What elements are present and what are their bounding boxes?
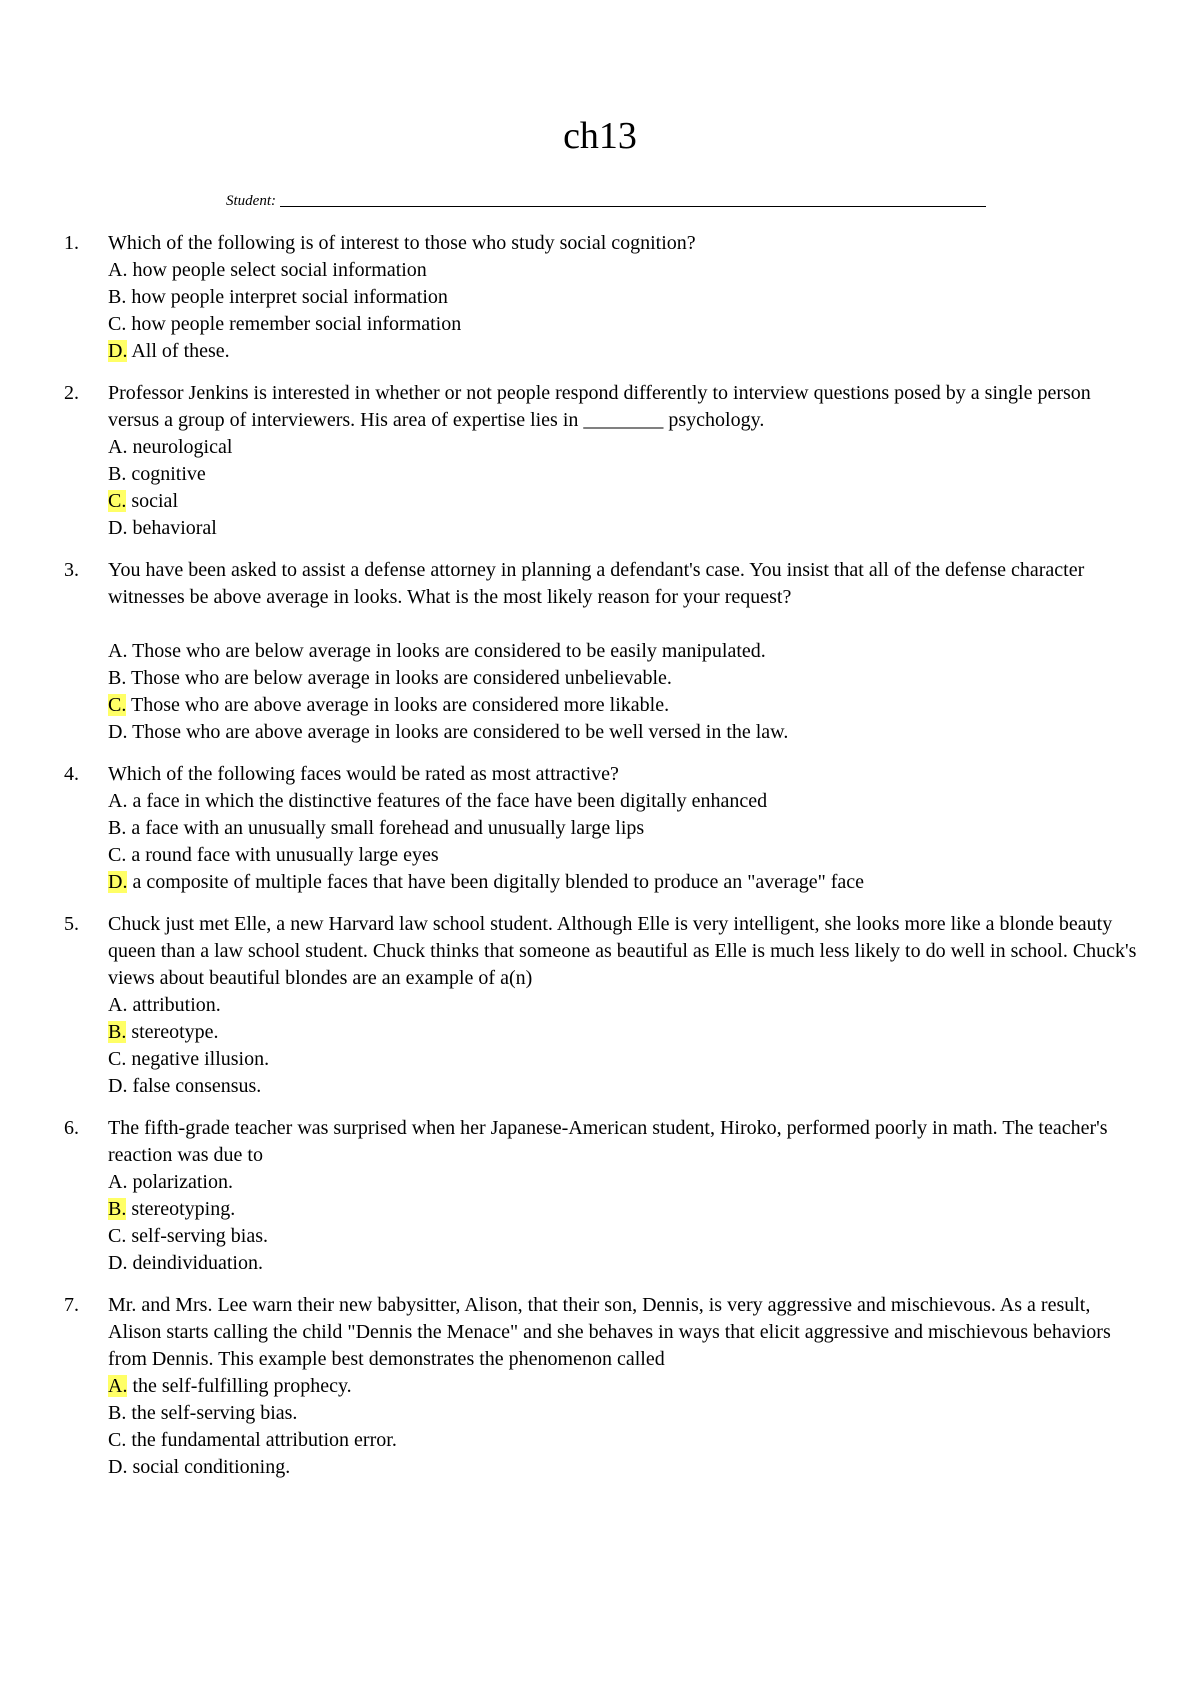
option-letter: C. <box>108 1429 127 1451</box>
option-text: a face with an unusually small forehead and unusually large lips <box>131 817 645 839</box>
option-text: cognitive <box>131 463 206 485</box>
option-a <box>108 1373 1144 1400</box>
option-b <box>108 461 1144 488</box>
option-d <box>108 869 1144 896</box>
option-b <box>108 1019 1144 1046</box>
question-1 <box>64 230 1144 365</box>
student-label: Student: <box>226 193 276 209</box>
option-text: a face in which the distinctive features of the face have been digitally enhanced <box>132 790 768 812</box>
option-letter: A. <box>108 790 128 812</box>
option-letter: D. <box>108 1456 128 1478</box>
option-d <box>108 338 1144 365</box>
option-d <box>108 719 1144 746</box>
option-a <box>108 638 1144 665</box>
option-letter: A. <box>108 640 128 662</box>
option-text: Those who are below average in looks are considered to be easily manipulated. <box>132 640 766 662</box>
question-list <box>64 230 1144 1481</box>
option-text: deindividuation. <box>132 1252 263 1274</box>
correct-answer-marker: C. <box>108 490 127 512</box>
correct-answer-marker: B. <box>108 1198 127 1220</box>
option-text: Those who are above average in looks are considered to be well versed in the law. <box>132 721 789 743</box>
question-text: Which of the following is of interest to those who study social cognition? <box>108 232 696 254</box>
option-text: social <box>131 490 178 512</box>
question-2 <box>64 380 1144 542</box>
option-a <box>108 434 1144 461</box>
question-number: 3. <box>64 559 79 581</box>
option-letter: C. <box>108 313 127 335</box>
option-a <box>108 788 1144 815</box>
option-letter: D. <box>108 1075 128 1097</box>
question-text: Mr. and Mrs. Lee warn their new babysitter, Alison, that their son, Dennis, is very aggressive and mischievous. As a result, Alison starts calling the child "Dennis the Menace" and she behaves in ways that elicit aggressive and mischievous behaviors from Dennis. This example best demonstrates the phenomenon called <box>108 1294 1111 1370</box>
question-number: 2. <box>64 382 79 404</box>
option-letter: A. <box>108 994 128 1016</box>
option-c <box>108 1046 1144 1073</box>
option-c <box>108 1223 1144 1250</box>
option-c <box>108 842 1144 869</box>
option-a <box>108 257 1144 284</box>
option-b <box>108 284 1144 311</box>
option-letter: A. <box>108 259 128 281</box>
option-text: polarization. <box>132 1171 233 1193</box>
option-text: how people remember social information <box>131 313 462 335</box>
question-6 <box>64 1115 1144 1277</box>
option-text: attribution. <box>132 994 221 1016</box>
option-b <box>108 815 1144 842</box>
option-text: social conditioning. <box>132 1456 291 1478</box>
option-d <box>108 1250 1144 1277</box>
question-4 <box>64 761 1144 896</box>
correct-answer-marker: B. <box>108 1021 127 1043</box>
option-text: the fundamental attribution error. <box>131 1429 397 1451</box>
option-text: self-serving bias. <box>131 1225 268 1247</box>
option-letter: A. <box>108 436 128 458</box>
option-c <box>108 1427 1144 1454</box>
option-text: Those who are below average in looks are considered unbelievable. <box>130 667 672 689</box>
option-text: All of these. <box>131 340 230 362</box>
option-text: Those who are above average in looks are considered more likable. <box>130 694 670 716</box>
option-c <box>108 488 1144 515</box>
option-letter: B. <box>108 286 127 308</box>
student-name-line <box>226 186 986 210</box>
option-letter: B. <box>108 463 127 485</box>
option-b <box>108 1400 1144 1427</box>
option-letter: B. <box>108 667 127 689</box>
option-text: the self-serving bias. <box>131 1402 298 1424</box>
option-c <box>108 311 1144 338</box>
question-number: 6. <box>64 1117 79 1139</box>
question-text: The fifth-grade teacher was surprised when her Japanese-American student, Hiroko, performed poorly in math. The teacher's reaction was due to <box>108 1117 1108 1166</box>
question-5 <box>64 911 1144 1100</box>
option-a <box>108 1169 1144 1196</box>
option-d <box>108 1073 1144 1100</box>
option-text: behavioral <box>132 517 217 539</box>
question-number: 7. <box>64 1294 79 1316</box>
option-c <box>108 692 1144 719</box>
option-text: how people interpret social information <box>131 286 448 308</box>
question-3 <box>64 557 1144 746</box>
question-text: You have been asked to assist a defense attorney in planning a defendant's case. You insist that all of the defense character witnesses be above average in looks. What is the most likely reason for your request? <box>108 559 1085 608</box>
option-text: neurological <box>132 436 233 458</box>
option-d <box>108 515 1144 542</box>
correct-answer-marker: C. <box>108 694 127 716</box>
question-text: Which of the following faces would be rated as most attractive? <box>108 763 619 785</box>
option-letter: B. <box>108 817 127 839</box>
option-letter: D. <box>108 517 128 539</box>
option-letter: A. <box>108 1171 128 1193</box>
option-d <box>108 1454 1144 1481</box>
option-b <box>108 665 1144 692</box>
correct-answer-marker: D. <box>108 871 128 893</box>
option-letter: C. <box>108 1225 127 1247</box>
option-text: negative illusion. <box>131 1048 270 1070</box>
option-letter: B. <box>108 1402 127 1424</box>
correct-answer-marker: D. <box>108 340 128 362</box>
question-number: 4. <box>64 763 79 785</box>
student-name-blank <box>280 205 986 207</box>
question-number: 5. <box>64 913 79 935</box>
option-letter: C. <box>108 844 127 866</box>
correct-answer-marker: A. <box>108 1375 128 1397</box>
option-text: stereotype. <box>131 1021 219 1043</box>
option-text: the self-fulfilling prophecy. <box>132 1375 352 1397</box>
option-text: stereotyping. <box>131 1198 236 1220</box>
option-text: how people select social information <box>132 259 427 281</box>
option-text: a round face with unusually large eyes <box>131 844 439 866</box>
option-text: a composite of multiple faces that have been digitally blended to produce an "average" face <box>132 871 865 893</box>
option-a <box>108 992 1144 1019</box>
question-text: Professor Jenkins is interested in whether or not people respond differently to interview questions posed by a single person versus a group of interviewers. His area of expertise lies in ________ psychology. <box>108 382 1091 431</box>
option-letter: D. <box>108 721 128 743</box>
question-7 <box>64 1292 1144 1481</box>
option-text: false consensus. <box>132 1075 262 1097</box>
question-text: Chuck just met Elle, a new Harvard law school student. Although Elle is very intelligent, she looks more like a blonde beauty queen than a law school student. Chuck thinks that someone as beautiful as Elle is much less likely to do well in school. Chuck's views about beautiful blondes are an example of a(n) <box>108 913 1137 989</box>
option-b <box>108 1196 1144 1223</box>
question-number: 1. <box>64 232 79 254</box>
page-title: ch13 <box>563 115 637 157</box>
option-letter: C. <box>108 1048 127 1070</box>
option-letter: D. <box>108 1252 128 1274</box>
